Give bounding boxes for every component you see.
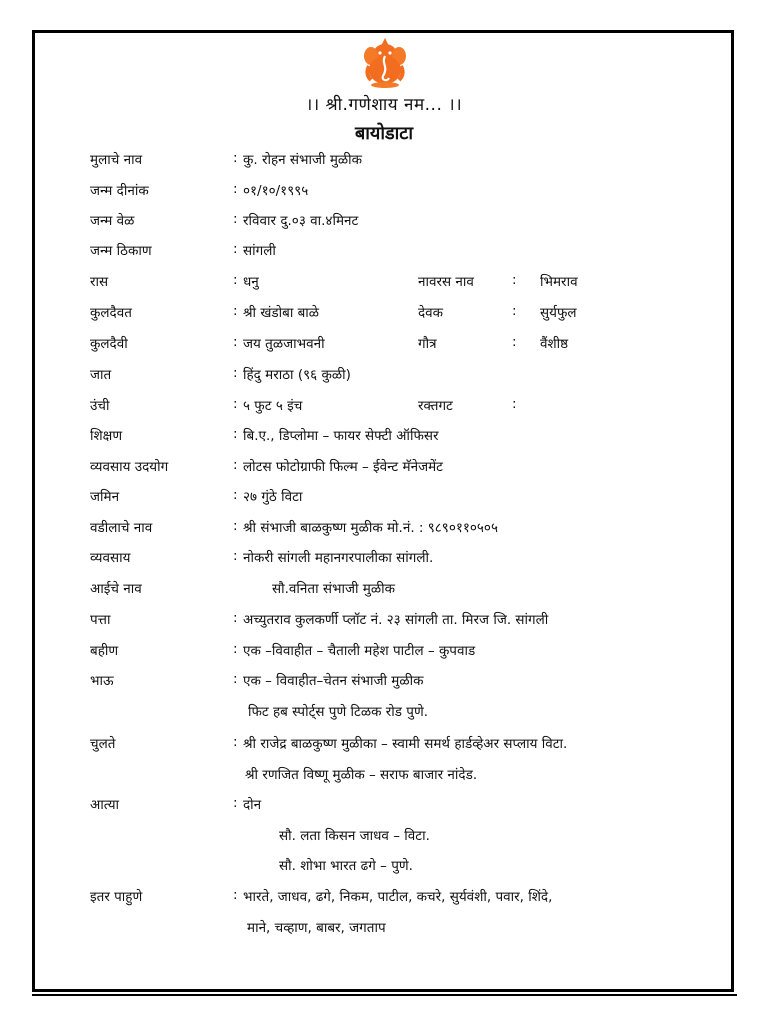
extra-value: भिमराव [540,274,578,290]
field-label: मुलाचे नाव [90,152,143,168]
extra-value: सुर्यफुल [540,305,577,321]
field-colon: : [233,610,238,626]
row-aunts [0,795,768,825]
invocation-line: ।। श्री.गणेशाय नम... ।। [305,95,463,115]
extra-colon: : [512,334,517,350]
row-uncles [0,734,768,764]
uncle-detail: श्री रणजित विष्णू मुळीक – सराफ बाजार नांदेड. [245,767,478,783]
field-label: भाऊ [90,673,114,689]
field-value: अच्युतराव कुलकर्णी प्लॉट नं. २३ सांगली ता. मिरज जि. सांगली [243,612,549,628]
field-label: इतर पाहुणे [90,889,143,905]
field-label: व्यवसाय [90,550,131,566]
field-label: वडीलाचे नाव [90,520,153,536]
field-value: सांगली [243,243,276,259]
row-brother [0,671,768,701]
field-label: जमिन [90,489,120,505]
field-colon: : [233,181,238,197]
row-education [0,426,768,456]
row-height [0,396,768,426]
field-value: सौ.वनिता संभाजी मुळीक [272,581,396,597]
field-colon: : [233,303,238,319]
extra-label: नावरस नाव [418,274,474,290]
field-colon: : [233,272,238,288]
field-colon: : [233,641,238,657]
row-occupation [0,548,768,578]
field-colon: : [233,334,238,350]
extra-colon: : [512,303,517,319]
row-relatives [0,887,768,917]
field-colon: : [233,150,238,166]
aunt-detail-1: सौ. लता किसन जाधव – विटा. [279,828,430,844]
extra-colon: : [512,396,517,412]
document-title: बायोडाटा [354,123,414,144]
field-colon: : [233,365,238,381]
field-label: आईचे नाव [90,581,142,597]
row-kuldaivi [0,334,768,364]
field-value: धनु [243,274,259,290]
field-label: बहीण [90,643,119,659]
row-address [0,610,768,640]
field-label: जात [90,367,112,383]
field-value: हिंदु मराठा (९६ कुळी) [243,367,351,383]
field-label: कुलदैवी [90,336,128,352]
field-colon: : [233,241,238,257]
field-value: नोकरी सांगली महानगरपालीका सांगली. [243,550,434,566]
field-value: रविवार दु.०३ वा.४मिनट [243,213,359,229]
extra-value: वैंशीष्ठ [540,336,569,352]
extra-label: देवक [418,305,444,321]
field-value: श्री खंडोबा बाळे [243,305,320,321]
field-value: एक – विवाहीत–चेतन संभाजी मुळीक [243,673,424,689]
field-label: आत्या [90,797,120,813]
field-colon: : [233,457,238,473]
ganesha-icon [361,36,409,88]
field-label: रास [90,274,109,290]
field-colon: : [233,548,238,564]
field-colon: : [233,211,238,227]
field-colon: : [233,518,238,534]
row-birthplace [0,241,768,271]
field-value: एक –विवाहीत – चैताली महेश पाटील – कुपवाड [243,643,476,659]
extra-label: गौत्र [418,336,437,352]
field-label: व्यवसाय उदयोग [90,459,169,475]
extra-colon: : [512,272,517,288]
field-colon: : [233,671,238,687]
field-value: भारते, जाधव, ढगे, निकम, पाटील, कचरे, सुर्यवंशी, पवार, शिंदे, [243,889,553,905]
field-colon: : [233,887,238,903]
field-label: पत्ता [90,612,111,628]
field-value: श्री संभाजी बाळकुष्ण मुळीक मो.नं. : ९८९०११०५०५ [243,520,498,536]
field-colon: : [233,396,238,412]
row-name [0,150,768,180]
field-label: शिक्षण [90,428,123,444]
row-land [0,487,768,517]
aunt-detail-2: सौ. शोभा भारत ढगे – पुणे. [279,858,413,874]
bottom-rule [32,994,737,996]
row-business [0,457,768,487]
field-label: जन्म दीनांक [90,183,149,199]
brother-detail: फिट हब स्पोर्ट्स पुणे टिळक रोड पुणे. [248,704,428,720]
relatives-detail: माने, चव्हाण, बाबर, जगताप [247,920,386,936]
row-birthtime [0,211,768,241]
field-value: लोटस फोटोग्राफी फिल्म – ईवेन्ट मॅनेजमेंट [243,459,443,475]
row-rashi [0,272,768,302]
field-colon: : [233,795,238,811]
field-colon: : [233,734,238,750]
row-birthdate [0,181,768,211]
field-value: दोन [243,797,262,813]
field-value: बि.ए., डिप्लोमा – फायर सेफ्टी ऑफिसर [243,428,439,444]
field-label: उंची [90,398,110,414]
field-value: ०१/१०/१९९५ [243,183,309,199]
field-label: चुलते [90,736,116,752]
field-value: श्री राजेद्र बाळकुष्ण मुळीका – स्वामी समर्थ हार्डव्हेअर सप्लाय विटा. [243,736,568,752]
field-value: जय तुळजाभवनी [243,336,325,352]
row-kuldaivat [0,303,768,333]
field-label: कुलदैवत [90,305,132,321]
field-value: ५ फुट ५ इंच [243,398,303,414]
row-sister [0,641,768,671]
field-label: जन्म ठिकाण [90,243,152,259]
field-label: जन्म वेळ [90,213,135,229]
row-mother [0,579,768,609]
field-colon: : [233,487,238,503]
row-caste [0,365,768,395]
field-colon: : [233,426,238,442]
extra-label: रक्तगट [418,398,453,414]
row-father [0,518,768,548]
field-value: २७ गुंठे विटा [243,489,303,505]
field-value: कु. रोहन संभाजी मुळीक [243,152,363,168]
